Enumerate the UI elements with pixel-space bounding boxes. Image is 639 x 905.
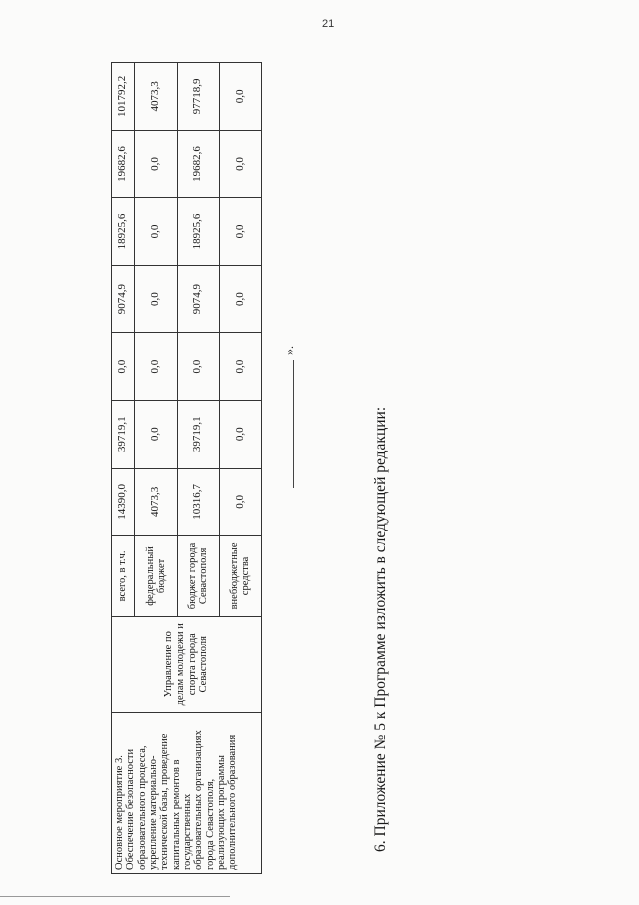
value-cell: 101792,2 — [112, 63, 135, 131]
value-cell: 9074,9 — [112, 265, 135, 333]
value-cell: 0,0 — [219, 130, 261, 198]
value-cell: 0,0 — [112, 333, 135, 401]
signature-line — [293, 360, 294, 488]
scan-artifact-line — [0, 896, 230, 897]
value-cell: 0,0 — [219, 265, 261, 333]
value-cell: 97718,9 — [177, 63, 219, 131]
value-cell: 18925,6 — [112, 198, 135, 266]
value-cell: 0,0 — [135, 400, 177, 468]
value-cell: 0,0 — [135, 265, 177, 333]
funding-source: федеральный бюджет — [135, 536, 177, 617]
value-cell: 0,0 — [219, 198, 261, 266]
event-description: Основное мероприятие 3. Обеспечение безопасности образовательного процесса, укрепление материально-технической базы, проведение капитальных ремонтов в государственных образовательных организациях города Севастополя, реализующих программы дополнительного образования — [112, 712, 262, 873]
funding-source: внебюджетные средства — [219, 536, 261, 617]
value-cell: 19682,6 — [177, 130, 219, 198]
funding-source: всего, в т.ч. — [112, 536, 135, 617]
budget-table — [111, 62, 262, 874]
value-cell: 0,0 — [135, 130, 177, 198]
table-row — [112, 63, 135, 874]
value-cell: 0,0 — [219, 400, 261, 468]
closing-quote: ». — [282, 346, 296, 355]
funding-source: бюджет города Севастополя — [177, 536, 219, 617]
budget-table-rotated — [111, 62, 262, 874]
page-number: 21 — [322, 18, 335, 30]
value-cell: 14390,0 — [112, 468, 135, 536]
section-heading: 6. Приложение № 5 к Программе изложить в следующей редакции: — [372, 406, 389, 852]
value-cell: 0,0 — [219, 333, 261, 401]
value-cell: 0,0 — [135, 333, 177, 401]
value-cell: 10316,7 — [177, 468, 219, 536]
value-cell: 4073,3 — [135, 468, 177, 536]
value-cell: 0,0 — [177, 333, 219, 401]
value-cell: 0,0 — [219, 63, 261, 131]
value-cell: 0,0 — [219, 468, 261, 536]
value-cell: 18925,6 — [177, 198, 219, 266]
value-cell: 4073,3 — [135, 63, 177, 131]
value-cell: 39719,1 — [112, 400, 135, 468]
executor-cell: Управление по делам молодежи и спорта города Севастополя — [112, 616, 262, 712]
value-cell: 0,0 — [135, 198, 177, 266]
value-cell: 9074,9 — [177, 265, 219, 333]
value-cell: 39719,1 — [177, 400, 219, 468]
value-cell: 19682,6 — [112, 130, 135, 198]
